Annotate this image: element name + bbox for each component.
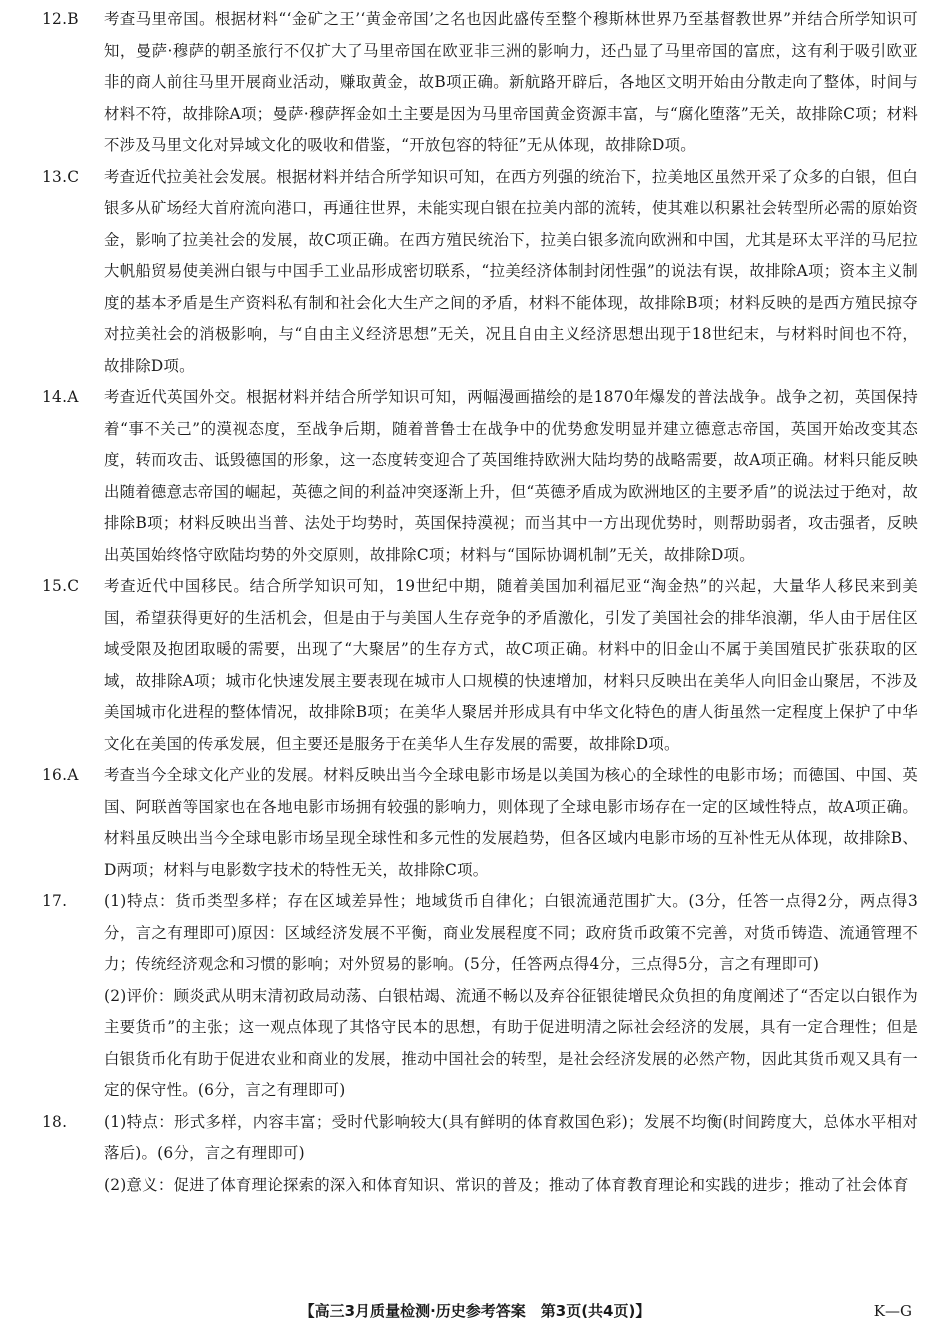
answer-item-18 [42,1107,918,1170]
question-number: 17. [42,892,68,910]
question-number: 18. [42,1112,68,1131]
answer-subpart: (2)意义：促进了体育理论探索的深入和体育知识、常识的普及；推动了体育教育理论和实践的进步；推动了社会体育 [104,1175,909,1194]
answer-text: 考查马里帝国。根据材料“‘金矿之王’‘黄金帝国’之名也因此盛传至整个穆斯林世界乃至基督教世界”并结合所学知识可知，曼萨·穆萨的朝圣旅行不仅扩大了马里帝国在欧亚非三洲的影响力，还凸显了马里帝国的富庶，这有利于吸引欧亚非的商人前往马里开展商业活动，赚取黄金，故B项正确。新航路开辟后，各地区文明开始由分散走向了整体，时间与材料不符，故排除A项；曼萨·穆萨挥金如土主要是因为马里帝国黄金资源丰富，与“腐化堕落”无关，故排除C项；材料不涉及马里文化对异域文化的吸收和借鉴，“开放包容的特征”无从体现，故排除D项。 [104,10,918,154]
answer-item-17 [42,886,918,981]
answer-list [42,4,918,1201]
answer-item-13 [42,162,918,383]
answer-text: 考查近代英国外交。根据材料并结合所学知识可知，两幅漫画描绘的是1870年爆发的普法战争。战争之初，英国保持着“事不关己”的漠视态度，至战争后期，随着普鲁士在战争中的优势愈发明显并建立德意志帝国，英国开始改变其态度，转而攻击、诋毁德国的形象，这一态度转变迎合了英国维持欧洲大陆均势的战略需要，故A项正确。材料只能反映出随着德意志帝国的崛起，英德之间的利益冲突逐渐上升，但“英德矛盾成为欧洲地区的主要矛盾”的说法过于绝对，故排除B项；材料反映出当普、法处于均势时，英国保持漠视；而当其中一方出现优势时，则帮助弱者，攻击强者，反映出英国始终恪守欧陆均势的外交原则，故排除C项；材料与“国际协调机制”无关，故排除D项。 [104,388,918,564]
answer-text: 考查当今全球文化产业的发展。材料反映出当今全球电影市场是以美国为核心的全球性的电影市场；而德国、中国、英国、阿联酋等国家也在各地电影市场拥有较强的影响力，则体现了全球电影市场存在一定的区域性特点，故A项正确。材料虽反映出当今全球电影市场呈现全球性和多元性的发展趋势，但各区域内电影市场的互补性无从体现，故排除B、D两项；材料与电影数字技术的特性无关，故排除C项。 [104,766,918,879]
question-number: 16.A [42,766,79,784]
answer-subpart: (2)评价：顾炎武从明末清初政局动荡、白银枯竭、流通不畅以及弃谷征银徒增民众负担的角度阐述了“否定以白银作为主要货币”的主张；这一观点体现了其恪守民本的思想，有助于促进明清之际社会经济的发展，具有一定合理性；但是白银货币化有助于促进农业和商业的发展，推动中国社会的转型，是社会经济发展的必然产物，因此其货币观又具有一定的保守性。(6分，言之有理即可) [104,986,918,1099]
page-footer [0,1297,950,1325]
answer-item-14 [42,382,918,571]
footer-title: 【高三3月质量检测·历史参考答案 第3页(共4页)】 [299,1302,651,1320]
question-number: 13.C [42,167,80,186]
answer-item-15 [42,571,918,760]
question-number: 15.C [42,577,80,595]
question-number: 12.B [42,10,79,28]
question-number: 14.A [42,388,79,406]
answer-text: 考查近代拉美社会发展。根据材料并结合所学知识可知，在西方列强的统治下，拉美地区虽然开采了众多的白银，但白银多从矿场经大首府流向港口，再通往世界，未能实现白银在拉美内部的流转，使其难以积累社会转型所必需的原始资金，影响了拉美社会的发展，故C项正确。在西方殖民统治下，拉美白银多流向欧洲和中国，尤其是环太平洋的马尼拉大帆船贸易使美洲白银与中国手工业品形成密切联系，“拉美经济体制封闭性强”的说法有误，故排除A项；资本主义制度的基本矛盾是生产资料私有制和社会化大生产之间的矛盾，材料不能体现，故排除B项；材料反映的是西方殖民掠夺对拉美社会的消极影响，与“自由主义经济思想”无关，况且自由主义经济思想出现于18世纪末，与材料时间也不符，故排除D项。 [104,167,918,375]
answer-text: (1)特点：货币类型多样；存在区域差异性；地域货币自律化；白银流通范围扩大。(3分，任答一点得2分，两点得3分，言之有理即可)原因：区域经济发展不平衡，商业发展程度不同；政府货币政策不完善，对货币铸造、流通管理不力；传统经济观念和习惯的影响；对外贸易的影响。(5分，任答两点得4分，三点得5分，言之有理即可) [104,892,918,973]
footer-code: K—G [873,1302,912,1320]
answer-text: (1)特点：形式多样，内容丰富；受时代影响较大(具有鲜明的体育救国色彩)；发展不均衡(时间跨度大，总体水平相对落后)。(6分，言之有理即可) [104,1112,918,1162]
answer-item-16 [42,760,918,886]
answer-item-12 [42,4,918,162]
answer-text: 考查近代中国移民。结合所学知识可知，19世纪中期，随着美国加利福尼亚“淘金热”的兴起，大量华人移民来到美国，希望获得更好的生活机会，但是由于与美国人生存竞争的矛盾激化，引发了美国社会的排华浪潮，华人由于居住区域受限及抱团取暖的需要，出现了“大聚居”的生存方式，故C项正确。材料中的旧金山不属于美国殖民扩张获取的区域，故排除A项；城市化快速发展主要表现在城市人口规模的快速增加，材料只反映出在美华人向旧金山聚居，不涉及美国城市化进程的整体情况，故排除B项；在美华人聚居并形成具有中华文化特色的唐人街虽然一定程度上保护了中华文化在美国的传承发展，但主要还是服务于在美华人生存发展的需要，故排除D项。 [104,577,918,753]
